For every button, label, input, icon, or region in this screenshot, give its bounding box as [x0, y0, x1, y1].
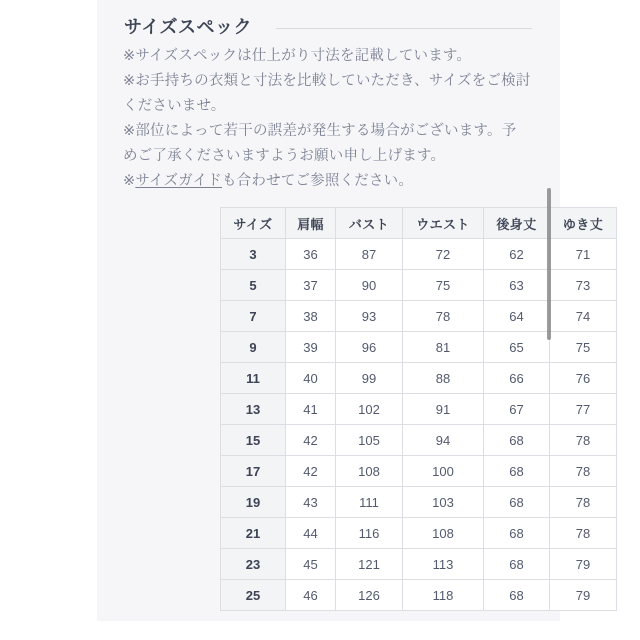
- cell-size: 5: [221, 270, 286, 301]
- cell-bust: 108: [336, 456, 403, 487]
- table-row: [221, 580, 617, 611]
- cell-waist: 88: [403, 363, 484, 394]
- cell-sleeve: 78: [550, 425, 617, 456]
- cell-bust: 90: [336, 270, 403, 301]
- cell-bust: 121: [336, 549, 403, 580]
- cell-bust: 116: [336, 518, 403, 549]
- cell-size: 23: [221, 549, 286, 580]
- table-row: [221, 487, 617, 518]
- cell-shoulder: 43: [286, 487, 336, 518]
- note-link-prefix: ※: [123, 173, 136, 189]
- size-table-body: [221, 239, 617, 611]
- scrollbar-thumb[interactable]: [547, 188, 551, 340]
- cell-back-length: 62: [484, 239, 550, 270]
- cell-sleeve: 78: [550, 487, 617, 518]
- cell-shoulder: 42: [286, 425, 336, 456]
- table-row: [221, 425, 617, 456]
- cell-shoulder: 44: [286, 518, 336, 549]
- cell-size: 3: [221, 239, 286, 270]
- cell-back-length: 68: [484, 518, 550, 549]
- cell-waist: 108: [403, 518, 484, 549]
- cell-sleeve: 79: [550, 549, 617, 580]
- cell-shoulder: 45: [286, 549, 336, 580]
- cell-waist: 94: [403, 425, 484, 456]
- size-spec-panel: [97, 0, 604, 621]
- size-guide-link[interactable]: サイズガイド: [135, 173, 222, 189]
- cell-size: 15: [221, 425, 286, 456]
- column-header-bust: バスト: [336, 208, 403, 239]
- cell-bust: 93: [336, 301, 403, 332]
- cell-waist: 75: [403, 270, 484, 301]
- cell-size: 13: [221, 394, 286, 425]
- cell-back-length: 68: [484, 456, 550, 487]
- cell-size: 7: [221, 301, 286, 332]
- table-row: [221, 301, 617, 332]
- cell-back-length: 68: [484, 487, 550, 518]
- table-row: [221, 332, 617, 363]
- cell-bust: 102: [336, 394, 403, 425]
- column-header-shoulder: 肩幅: [286, 208, 336, 239]
- note-line-3: ※部位によって若干の誤差が発生する場合がございます。予めご了承くださいますようお願い申し上げます。: [123, 123, 517, 164]
- cell-shoulder: 38: [286, 301, 336, 332]
- cell-back-length: 68: [484, 425, 550, 456]
- cell-shoulder: 46: [286, 580, 336, 611]
- table-row: [221, 270, 617, 301]
- table-row: [221, 363, 617, 394]
- cell-sleeve: 73: [550, 270, 617, 301]
- cell-size: 25: [221, 580, 286, 611]
- table-row: [221, 518, 617, 549]
- cell-back-length: 66: [484, 363, 550, 394]
- cell-back-length: 65: [484, 332, 550, 363]
- cell-sleeve: 71: [550, 239, 617, 270]
- cell-waist: 81: [403, 332, 484, 363]
- cell-bust: 87: [336, 239, 403, 270]
- cell-sleeve: 78: [550, 518, 617, 549]
- cell-sleeve: 76: [550, 363, 617, 394]
- cell-sleeve: 78: [550, 456, 617, 487]
- page-scrollbar[interactable]: [547, 0, 551, 640]
- page-title: サイズスペック: [124, 17, 253, 37]
- note-line-1: ※サイズスペックは仕上がり寸法を記載しています。: [123, 48, 472, 64]
- note-line-4: [123, 169, 531, 194]
- cell-bust: 111: [336, 487, 403, 518]
- spec-notes: [123, 44, 531, 194]
- cell-sleeve: 75: [550, 332, 617, 363]
- cell-shoulder: 42: [286, 456, 336, 487]
- cell-waist: 78: [403, 301, 484, 332]
- note-line-2: ※お手持ちの衣類と寸法を比較していただき、サイズをご検討くださいませ。: [123, 73, 531, 114]
- cell-back-length: 67: [484, 394, 550, 425]
- column-header-back-length: 後身丈: [484, 208, 550, 239]
- cell-shoulder: 36: [286, 239, 336, 270]
- cell-sleeve: 74: [550, 301, 617, 332]
- cell-waist: 72: [403, 239, 484, 270]
- column-header-sleeve: ゆき丈: [550, 208, 617, 239]
- cell-waist: 118: [403, 580, 484, 611]
- cell-bust: 126: [336, 580, 403, 611]
- column-header-waist: ウエスト: [403, 208, 484, 239]
- cell-shoulder: 41: [286, 394, 336, 425]
- cell-size: 11: [221, 363, 286, 394]
- cell-size: 19: [221, 487, 286, 518]
- section-header: [124, 12, 532, 42]
- table-row: [221, 394, 617, 425]
- cell-back-length: 64: [484, 301, 550, 332]
- cell-shoulder: 37: [286, 270, 336, 301]
- size-spec-table: [220, 207, 617, 611]
- table-row: [221, 239, 617, 270]
- cell-shoulder: 39: [286, 332, 336, 363]
- table-row: [221, 549, 617, 580]
- note-link-suffix: も合わせてご参照ください。: [221, 173, 414, 189]
- cell-waist: 103: [403, 487, 484, 518]
- cell-back-length: 68: [484, 580, 550, 611]
- size-table-container: [220, 207, 616, 611]
- cell-sleeve: 77: [550, 394, 617, 425]
- table-header-row: [221, 208, 617, 239]
- cell-size: 21: [221, 518, 286, 549]
- cell-sleeve: 79: [550, 580, 617, 611]
- title-divider: [276, 28, 532, 29]
- table-row: [221, 456, 617, 487]
- cell-waist: 91: [403, 394, 484, 425]
- cell-bust: 96: [336, 332, 403, 363]
- cell-waist: 100: [403, 456, 484, 487]
- cell-size: 17: [221, 456, 286, 487]
- size-table-head: [221, 208, 617, 239]
- cell-size: 9: [221, 332, 286, 363]
- cell-shoulder: 40: [286, 363, 336, 394]
- cell-bust: 105: [336, 425, 403, 456]
- cell-waist: 113: [403, 549, 484, 580]
- cell-back-length: 63: [484, 270, 550, 301]
- cell-bust: 99: [336, 363, 403, 394]
- column-header-size: サイズ: [221, 208, 286, 239]
- cell-back-length: 68: [484, 549, 550, 580]
